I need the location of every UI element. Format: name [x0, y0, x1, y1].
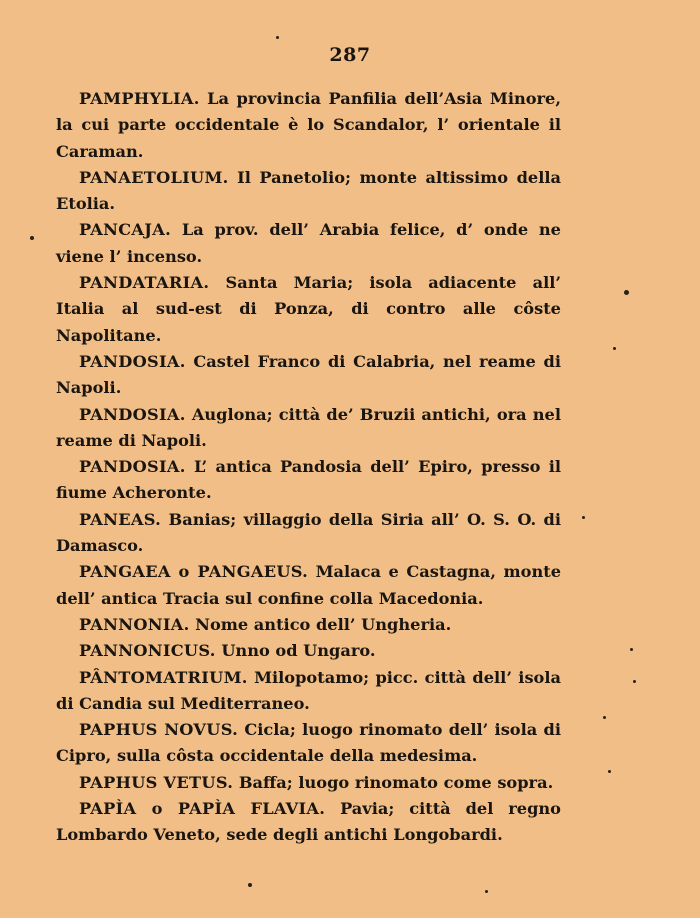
entry-pandataria	[56, 270, 561, 349]
entry-panaetolium	[56, 165, 561, 218]
scan-speck	[582, 516, 585, 519]
scan-speck	[630, 648, 633, 651]
entry-text: Santa Maria; isola adiacente all’ Italia al sud-est di Ponza, di contro alle côste Napolitane.	[56, 273, 562, 345]
entry-pantomatrium	[56, 665, 561, 718]
entry-headword: PAPHUS VETUS.	[79, 772, 234, 792]
entry-paneas	[56, 507, 561, 560]
entry-pangaea	[56, 559, 561, 612]
entry-headword: PANDATARIA.	[79, 273, 210, 293]
entry-headword: PANDOSIA.	[79, 457, 186, 477]
entry-text: Castel Franco di Calabria, nel reame di Napoli.	[56, 351, 561, 398]
scan-speck	[248, 883, 252, 887]
scan-speck	[603, 716, 606, 719]
scan-speck	[613, 347, 616, 350]
entry-text: Unno od Ungaro.	[221, 641, 376, 661]
scan-speck	[276, 36, 279, 39]
entry-text: La provincia Panfilia dell’Asia Minore, la cui parte occidentale è lo Scandalor, l’ orientale il Caraman.	[56, 89, 561, 161]
entry-text: Baffa; luogo rinomato come sopra.	[238, 772, 554, 792]
entry-headword: PANAETOLIUM.	[79, 167, 229, 187]
entry-headword: PÂNTOMATRIUM.	[79, 667, 248, 687]
entry-text: L’ antica Pandosia dell’ Epiro, presso il fiume Acheronte.	[56, 457, 562, 503]
entry-text: Auglona; città de’ Bruzii antichi, ora nel reame di Napoli.	[56, 404, 562, 450]
scan-speck	[485, 890, 488, 893]
entry-paphus-novus	[56, 717, 561, 770]
entry-headword: PANDOSIA.	[79, 404, 186, 424]
entry-text: Cicla; luogo rinomato dell’ isola di Cipro, sulla côsta occidentale della medesima.	[56, 720, 561, 766]
entry-headword: PAPÌA o PAPÌA FLAVIA.	[79, 799, 326, 819]
entry-headword: PANDOSIA.	[79, 351, 186, 371]
entry-pandosia-1	[56, 349, 561, 402]
entry-headword: PANNONIA.	[79, 614, 190, 634]
entry-paphus-vetus	[56, 770, 561, 796]
scan-speck	[30, 236, 34, 240]
entry-pandosia-2	[56, 402, 561, 455]
entry-text: Il Panetolio; monte altissimo della Etolia.	[56, 167, 561, 214]
entry-pannonia	[56, 612, 561, 638]
entry-headword: PANNONICUS.	[79, 641, 216, 661]
entry-papia	[56, 796, 561, 849]
scan-speck	[624, 290, 629, 295]
dictionary-entries	[56, 86, 561, 849]
entry-headword: PANGAEA o PANGAEUS.	[79, 562, 309, 582]
entry-headword: PAPHUS NOVUS.	[79, 720, 239, 740]
entry-headword: PANCAJA.	[79, 220, 172, 240]
entry-headword: PAMPHYLIA.	[79, 89, 200, 108]
entry-text: Malaca e Castagna, monte dell’ antica Tracia sul confine colla Macedonia.	[56, 562, 562, 608]
entry-pamphylia	[56, 86, 561, 165]
entry-text: Nome antico dell’ Ungheria.	[195, 614, 452, 634]
entry-pannonicus	[56, 638, 561, 664]
page-number: 287	[329, 44, 371, 66]
entry-pandosia-3	[56, 454, 561, 507]
scan-speck	[633, 680, 636, 683]
entry-pancaja	[56, 217, 561, 270]
entry-headword: PANEAS.	[79, 509, 162, 529]
entry-text: Milopotamo; picc. città dell’ isola di Candia sul Mediterraneo.	[56, 667, 561, 713]
entry-text: Pavia; città del regno Lombardo Veneto, sede degli antichi Longobardi.	[56, 799, 561, 845]
entry-text: La prov. dell’ Arabia felice, d’ onde ne viene l’ incenso.	[56, 220, 561, 266]
entry-text: Banias; villaggio della Siria all’ O. S. O. di Damasco.	[56, 509, 561, 556]
scan-speck	[608, 770, 611, 773]
